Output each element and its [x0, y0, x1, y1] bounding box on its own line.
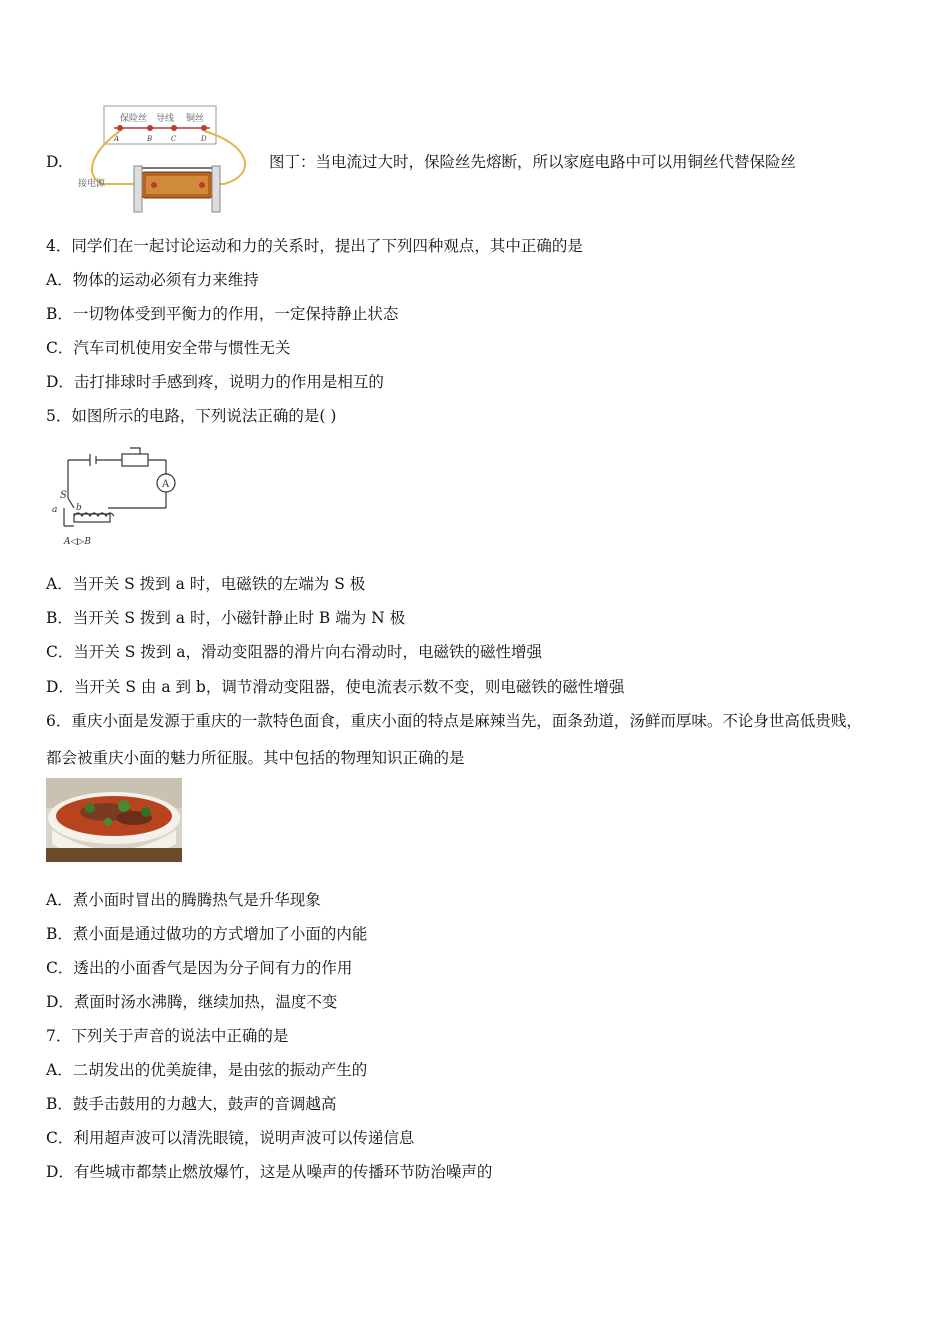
q5-stem: 5．如图所示的电路，下列说法正确的是( ) — [46, 407, 337, 425]
q5-option-b: B．当开关 S 拨到 a 时，小磁针静止时 B 端为 N 极 — [46, 609, 406, 627]
q4-option-d: D．击打排球时手感到疼，说明力的作用是相互的 — [46, 373, 384, 391]
q7-option-b: B．鼓手击鼓用的力越大，鼓声的音调越高 — [46, 1095, 337, 1113]
point-d-label: D — [201, 135, 207, 143]
q4-option-c: C．汽车司机使用安全带与惯性无关 — [46, 339, 291, 357]
q7-option-d: D．有些城市都禁止燃放爆竹，这是从噪声的传播环节防治噪声的 — [46, 1163, 493, 1181]
q5-option-d: D．当开关 S 由 a 到 b，调节滑动变阻器，使电流表示数不变，则电磁铁的磁性增强 — [46, 678, 625, 696]
point-a-label: A — [114, 135, 120, 143]
compass-ab-label: A◁▷B — [64, 537, 91, 547]
terminal-b-label: b — [76, 503, 82, 513]
q5-option-a: A．当开关 S 拨到 a 时，电磁铁的左端为 S 极 — [46, 575, 366, 593]
q4-stem: 4．同学们在一起讨论运动和力的关系时，提出了下列四种观点，其中正确的是 — [46, 237, 583, 255]
fuse-circuit-figure — [74, 104, 264, 216]
q6-stem-line1: 6．重庆小面是发源于重庆的一款特色面食，重庆小面的特点是麻辣当先，面条劲道，汤鲜而厚味。不论身世高低贵贱， — [46, 712, 862, 730]
electromagnet-circuit-figure — [50, 446, 182, 550]
noodle-bowl-photo — [46, 778, 182, 862]
q4-option-b: B．一切物体受到平衡力的作用，一定保持静止状态 — [46, 305, 399, 323]
terminal-a-label: a — [52, 505, 58, 515]
ammeter-label: A — [162, 479, 170, 490]
q6-option-c: C．透出的小面香气是因为分子间有力的作用 — [46, 959, 353, 977]
q6-stem-line2: 都会被重庆小面的魅力所征服。其中包括的物理知识正确的是 — [46, 749, 465, 767]
q7-option-a: A．二胡发出的优美旋律，是由弦的振动产生的 — [46, 1061, 368, 1079]
point-b-label: B — [147, 135, 153, 143]
q5-option-c: C．当开关 S 拨到 a，滑动变阻器的滑片向右滑动时，电磁铁的磁性增强 — [46, 643, 543, 661]
copper-label: 铜丝 — [186, 114, 205, 124]
q3-option-d-label: D. — [46, 153, 63, 171]
q7-option-c: C．利用超声波可以清洗眼镜，说明声波可以传递信息 — [46, 1129, 415, 1147]
q6-option-a: A．煮小面时冒出的腾腾热气是升华现象 — [46, 891, 321, 909]
q6-option-b: B．煮小面是通过做功的方式增加了小面的内能 — [46, 925, 368, 943]
point-c-label: C — [171, 135, 177, 143]
q3-option-d-text: 图丁：当电流过大时，保险丝先熔断，所以家庭电路中可以用铜丝代替保险丝 — [269, 153, 797, 171]
power-label: 接电源 — [78, 179, 106, 189]
switch-s-label: S — [60, 490, 67, 501]
q4-option-a: A．物体的运动必须有力来维持 — [46, 271, 259, 289]
fuse-label: 保险丝 — [120, 114, 148, 124]
q6-option-d: D．煮面时汤水沸腾，继续加热，温度不变 — [46, 993, 338, 1011]
q7-stem: 7．下列关于声音的说法中正确的是 — [46, 1027, 289, 1045]
wire-label: 导线 — [156, 114, 175, 124]
